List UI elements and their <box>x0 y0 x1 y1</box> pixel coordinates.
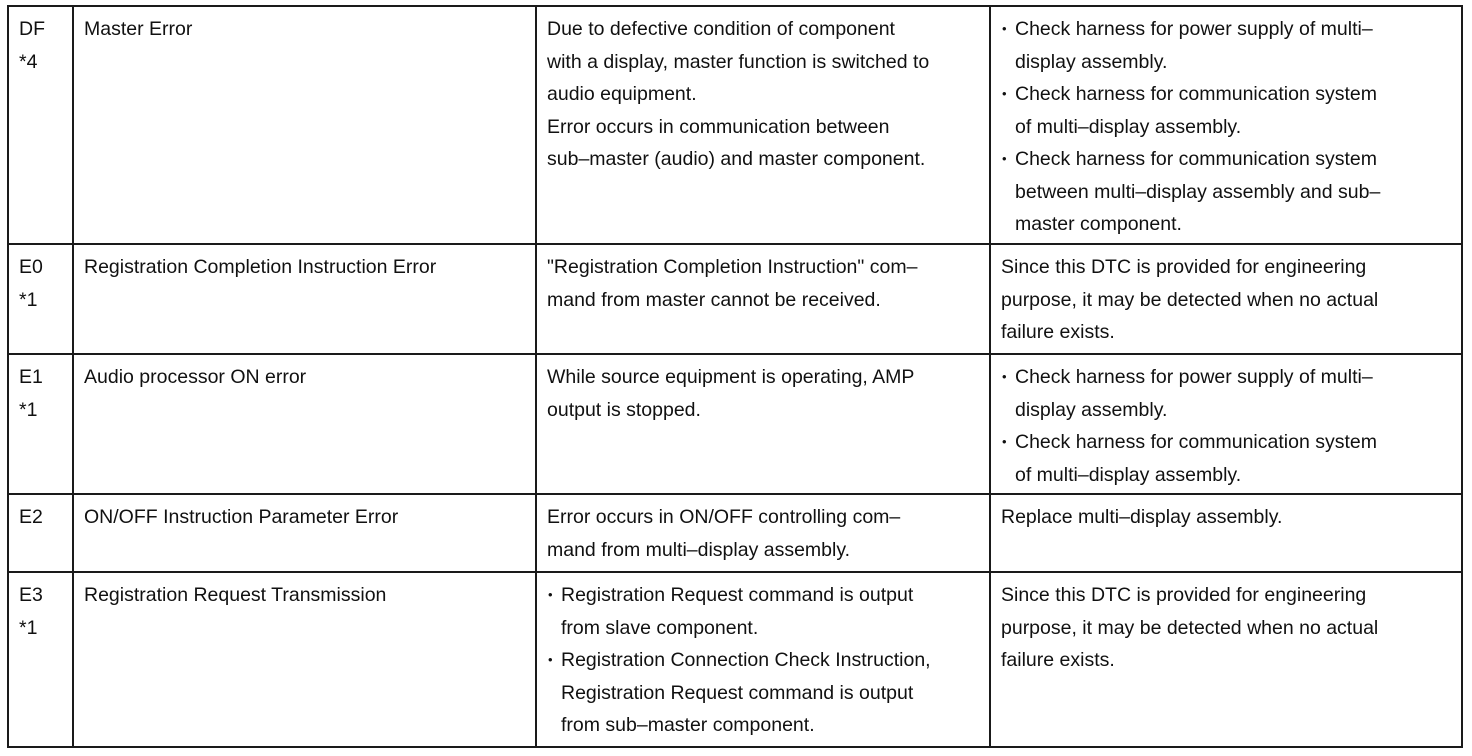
cell-text-line: mand from master cannot be received. <box>547 288 881 311</box>
cell-text-line: failure exists. <box>1001 321 1115 343</box>
bullet-item <box>547 579 981 644</box>
bullet-item <box>1001 143 1453 241</box>
trouble-area-cell <box>990 494 1462 572</box>
bullet-dot-icon: • <box>1002 86 1007 101</box>
trouble-condition-cell <box>536 494 990 572</box>
bullet-text-line: Registration Request command is output <box>561 681 914 704</box>
cell-text-line: sub–master (audio) and master component. <box>547 148 926 170</box>
table-row <box>8 572 1462 747</box>
dtc-code: DF <box>19 18 45 40</box>
dtc-code: E0 <box>19 256 43 278</box>
dtc-code-cell <box>8 354 73 494</box>
dtc-note: *1 <box>19 288 38 311</box>
trouble-condition-cell <box>536 354 990 494</box>
bullet-text-line: display assembly. <box>1015 398 1168 421</box>
bullet-dot-icon: • <box>1002 434 1007 449</box>
cell-text-line: failure exists. <box>1001 649 1115 671</box>
bullet-item <box>1001 361 1453 426</box>
dtc-table <box>7 5 1463 748</box>
dtc-code: E3 <box>19 584 43 606</box>
cell-text-line: Error occurs in communication between <box>547 115 890 138</box>
dtc-note: *4 <box>19 50 38 73</box>
bullet-item <box>1001 426 1453 491</box>
bullet-text-line: from slave component. <box>561 616 759 639</box>
trouble-condition-cell <box>536 572 990 747</box>
detection-item-cell <box>73 494 536 572</box>
detection-item: Registration Request Transmission <box>84 584 387 606</box>
bullet-text-line: of multi–display assembly. <box>1015 463 1242 486</box>
detection-item-cell <box>73 354 536 494</box>
bullet-text-line: between multi–display assembly and sub– <box>1015 180 1381 203</box>
cell-text-line: Due to defective condition of component <box>547 18 895 40</box>
bullet-dot-icon: • <box>1002 21 1007 36</box>
bullet-text-line: from sub–master component. <box>561 714 815 736</box>
bullet-text-line: Check harness for communication system <box>1015 83 1377 105</box>
bullet-text-line: display assembly. <box>1015 50 1168 73</box>
cell-text-line: Since this DTC is provided for engineering <box>1001 256 1367 278</box>
dtc-code-cell <box>8 494 73 572</box>
bullet-text-line: Check harness for power supply of multi– <box>1015 18 1373 40</box>
bullet-text-line: Check harness for communication system <box>1015 431 1377 453</box>
cell-text-line: purpose, it may be detected when no actual <box>1001 288 1379 311</box>
detection-item-cell <box>73 6 536 244</box>
dtc-code: E1 <box>19 366 43 388</box>
cell-text-line: Replace multi–display assembly. <box>1001 506 1283 528</box>
dtc-table-body <box>8 6 1462 747</box>
dtc-note: *1 <box>19 398 38 421</box>
dtc-note: *1 <box>19 616 38 639</box>
bullet-dot-icon: • <box>1002 369 1007 384</box>
trouble-condition-cell <box>536 244 990 354</box>
dtc-code-cell <box>8 6 73 244</box>
trouble-area-cell <box>990 354 1462 494</box>
dtc-code-cell <box>8 244 73 354</box>
cell-text-line: Error occurs in ON/OFF controlling com– <box>547 506 901 528</box>
bullet-dot-icon: • <box>548 587 553 602</box>
table-row <box>8 494 1462 572</box>
cell-text-line: audio equipment. <box>547 83 697 105</box>
detection-item: ON/OFF Instruction Parameter Error <box>84 506 399 528</box>
trouble-condition-cell <box>536 6 990 244</box>
cell-text-line: with a display, master function is switched to <box>547 50 930 73</box>
bullet-dot-icon: • <box>1002 151 1007 166</box>
bullet-item <box>547 644 981 742</box>
detection-item-cell <box>73 244 536 354</box>
cell-text-line: While source equipment is operating, AMP <box>547 366 915 388</box>
bullet-text-line: Check harness for communication system <box>1015 148 1377 170</box>
bullet-text-line: of multi–display assembly. <box>1015 115 1242 138</box>
bullet-item <box>1001 78 1453 143</box>
trouble-area-cell <box>990 572 1462 747</box>
bullet-dot-icon: • <box>548 652 553 667</box>
bullet-text-line: Registration Connection Check Instruction, <box>561 649 931 671</box>
trouble-area-cell <box>990 244 1462 354</box>
cell-text-line: mand from multi–display assembly. <box>547 538 851 561</box>
detection-item: Audio processor ON error <box>84 366 307 388</box>
detection-item: Registration Completion Instruction Error <box>84 256 437 278</box>
trouble-area-cell <box>990 6 1462 244</box>
table-row <box>8 354 1462 494</box>
dtc-code-cell <box>8 572 73 747</box>
table-row <box>8 6 1462 244</box>
detection-item-cell <box>73 572 536 747</box>
bullet-text-line: Check harness for power supply of multi– <box>1015 366 1373 388</box>
cell-text-line: purpose, it may be detected when no actual <box>1001 616 1379 639</box>
cell-text-line: output is stopped. <box>547 398 701 421</box>
table-row <box>8 244 1462 354</box>
bullet-text-line: Registration Request command is output <box>561 584 914 606</box>
cell-text-line: Since this DTC is provided for engineering <box>1001 584 1367 606</box>
bullet-text-line: master component. <box>1015 213 1182 235</box>
cell-text-line: "Registration Completion Instruction" com– <box>547 256 918 278</box>
detection-item: Master Error <box>84 18 193 40</box>
bullet-item <box>1001 13 1453 78</box>
dtc-code: E2 <box>19 506 43 528</box>
